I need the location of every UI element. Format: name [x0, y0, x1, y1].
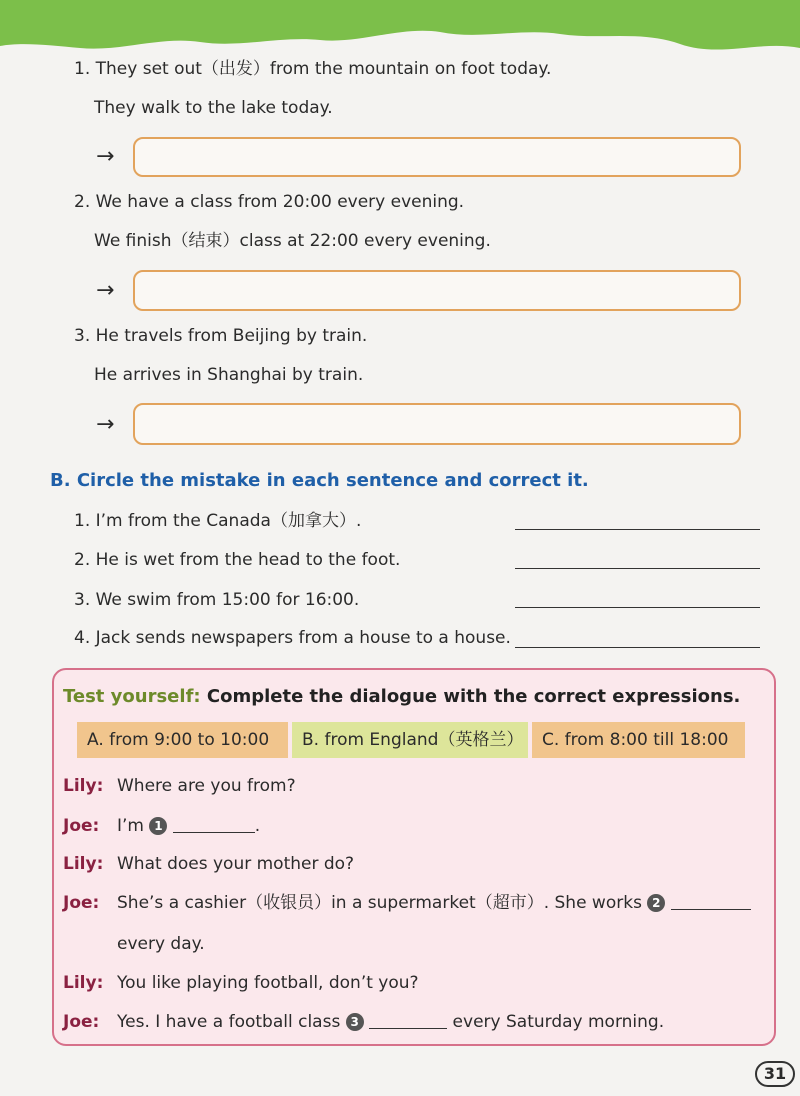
arrow-icon: →	[96, 144, 115, 169]
dialogue-line-2	[63, 815, 261, 837]
sentence-2a: 2. We have a class from 20:00 every evening.	[74, 192, 465, 212]
test-title	[63, 686, 740, 707]
answer-box-2[interactable]	[133, 270, 741, 311]
correction-blank-2[interactable]	[515, 568, 760, 569]
correction-blank-1[interactable]	[515, 529, 760, 530]
dialogue-text-after: .	[254, 816, 261, 836]
option-c: C. from 8:00 till 18:00	[532, 722, 745, 758]
sentence-2b: We finish（结束）class at 22:00 every evening.	[94, 231, 491, 251]
correction-blank-3[interactable]	[515, 607, 760, 608]
speaker-label: Joe:	[63, 893, 100, 913]
dialogue-text-before: She’s a cashier（收银员）in a supermarket（超市）. She works	[117, 893, 642, 913]
blank-number-2-icon: 2	[647, 894, 665, 912]
sentence-3a: 3. He travels from Beijing by train.	[74, 326, 368, 346]
dialogue-line-4	[63, 892, 661, 914]
mistake-sentence-2: 2. He is wet from the head to the foot.	[74, 550, 401, 570]
page-number: 31	[755, 1061, 795, 1087]
speaker-label: Lily:	[63, 776, 104, 796]
dialogue-blank-1[interactable]	[173, 816, 255, 833]
dialogue-blank-3[interactable]	[369, 1012, 447, 1029]
dialogue-line-6	[63, 972, 419, 994]
speaker-label: Lily:	[63, 973, 104, 993]
sentence-3b: He arrives in Shanghai by train.	[94, 365, 364, 385]
test-title-rest: Complete the dialogue with the correct expressions.	[206, 686, 741, 707]
blank-number-1-icon: 1	[149, 817, 167, 835]
option-a: A. from 9:00 to 10:00	[77, 722, 288, 758]
speaker-label: Lily:	[63, 854, 104, 874]
dialogue-line-5: every day.	[117, 934, 205, 954]
dialogue-line-1	[63, 775, 296, 797]
dialogue-blank-2[interactable]	[671, 893, 751, 910]
dialogue-text	[117, 815, 260, 837]
mistake-sentence-3: 3. We swim from 15:00 for 16:00.	[74, 590, 360, 610]
dialogue-text: What does your mother do?	[117, 854, 355, 874]
sentence-1a: 1. They set out（出发）from the mountain on foot today.	[74, 59, 552, 79]
dialogue-text-after: every Saturday morning.	[452, 1012, 665, 1032]
sentence-1b: They walk to the lake today.	[94, 98, 333, 118]
test-title-lead: Test yourself:	[63, 686, 201, 707]
answer-box-3[interactable]	[133, 403, 741, 445]
dialogue-text-before: Yes. I have a football class	[117, 1012, 341, 1032]
dialogue-text: You like playing football, don’t you?	[117, 973, 419, 993]
option-b: B. from England（英格兰）	[292, 722, 528, 758]
dialogue-text: Where are you from?	[117, 776, 296, 796]
green-header-band	[0, 0, 800, 60]
dialogue-text	[117, 892, 751, 914]
answer-box-1[interactable]	[133, 137, 741, 177]
mistake-sentence-1: 1. I’m from the Canada（加拿大）.	[74, 511, 362, 531]
speaker-label: Joe:	[63, 1012, 100, 1032]
arrow-icon: →	[96, 278, 115, 303]
blank-number-3-icon: 3	[346, 1013, 364, 1031]
dialogue-text	[117, 1011, 664, 1033]
dialogue-text-before: I’m	[117, 816, 144, 836]
section-b-heading: B. Circle the mistake in each sentence and correct it.	[50, 470, 589, 491]
dialogue-line-3	[63, 853, 355, 875]
speaker-label: Joe:	[63, 816, 100, 836]
dialogue-line-7	[63, 1011, 665, 1033]
arrow-icon: →	[96, 412, 115, 437]
mistake-sentence-4: 4. Jack sends newspapers from a house to a house.	[74, 628, 511, 648]
correction-blank-4[interactable]	[515, 647, 760, 648]
